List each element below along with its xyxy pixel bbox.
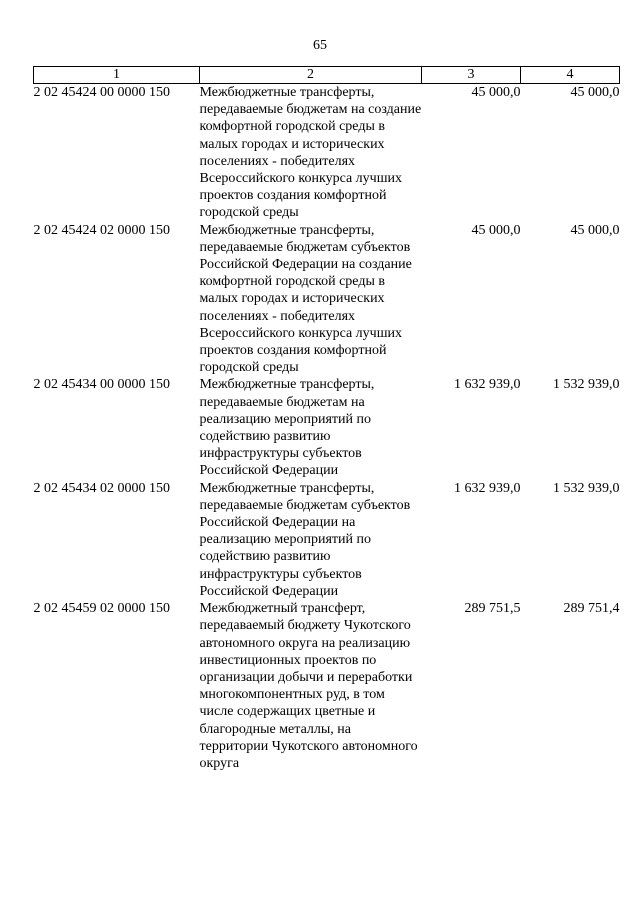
table-row (34, 480, 620, 600)
description-cell: Межбюджетные трансферты, передаваемые бюджетам на реализацию мероприятий по содействию развитию инфраструктуры субъектов Российской Федерации (199, 377, 375, 479)
budget-code-cell: 2 02 45434 02 0000 150 (33, 480, 170, 496)
column-header-1: 1 (34, 67, 200, 84)
amount-col4-cell: 1 532 939,0 (553, 377, 620, 393)
budget-code-cell: 2 02 45424 00 0000 150 (33, 85, 170, 100)
page-number: 65 (313, 38, 327, 53)
table-row (34, 84, 620, 222)
table-header-row (34, 67, 620, 84)
amount-col3-cell: 45 000,0 (471, 222, 521, 238)
amount-col4-cell: 289 751,4 (563, 601, 620, 617)
budget-code-cell: 2 02 45424 02 0000 150 (33, 222, 170, 238)
column-header-3: 3 (422, 67, 521, 84)
amount-col3-cell: 45 000,0 (471, 85, 521, 100)
amount-col4-cell: 45 000,0 (570, 85, 620, 100)
table-row (34, 600, 620, 772)
budget-code-cell: 2 02 45434 00 0000 150 (33, 377, 170, 393)
table-row (34, 222, 620, 377)
budget-table (33, 66, 620, 772)
table-row (34, 376, 620, 479)
description-cell: Межбюджетные трансферты, передаваемые бюджетам субъектов Российской Федерации на создание комфортной городской среды в малых городах и исторических поселениях - победителях Всероссийского конкурса лучших проектов создания комфортной городской среды (199, 222, 412, 376)
amount-col3-cell: 1 632 939,0 (454, 480, 521, 496)
description-cell: Межбюджетные трансферты, передаваемые бюджетам субъектов Российской Федерации на реализацию мероприятий по содействию развитию инфраструктуры субъектов Российской Федерации (199, 480, 411, 599)
column-header-4: 4 (521, 67, 620, 84)
amount-col3-cell: 1 632 939,0 (454, 377, 521, 393)
description-cell: Межбюджетные трансферты, передаваемые бюджетам на создание комфортной городской среды в малых городах и исторических поселениях - победителях Всероссийского конкурса лучших проектов создания комфортной городской среды (199, 85, 422, 221)
description-cell: Межбюджетный трансферт, передаваемый бюджету Чукотского автономного округа на реализацию инвестиционных проектов по организации добычи и переработки многокомпонентных руд, в том числе содержащих цветные и благородные металлы, на территории Чукотского автономного округа (199, 601, 418, 771)
amount-col4-cell: 45 000,0 (570, 222, 620, 238)
amount-col3-cell: 289 751,5 (464, 601, 521, 617)
budget-code-cell: 2 02 45459 02 0000 150 (33, 601, 170, 617)
amount-col4-cell: 1 532 939,0 (553, 480, 620, 496)
column-header-2: 2 (200, 67, 422, 84)
